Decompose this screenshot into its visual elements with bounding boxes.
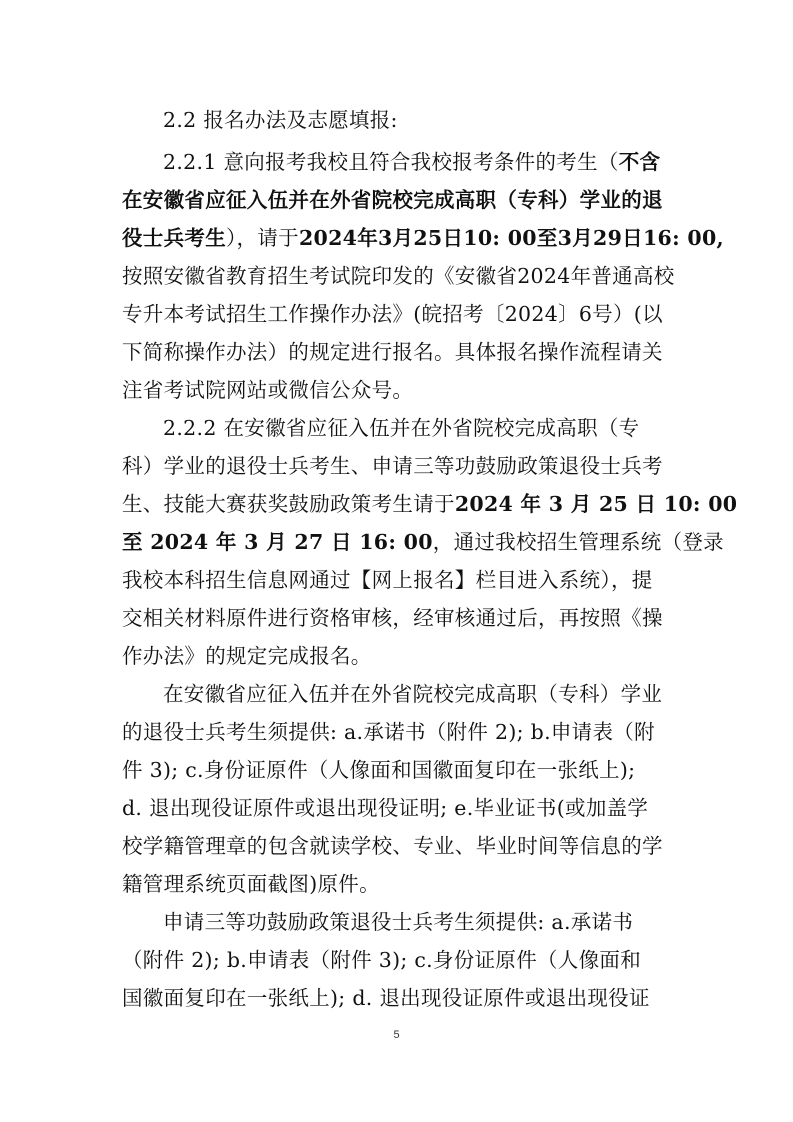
paragraph-line: （附件 2); b.申请表（附件 3); c.身份证原件（人像面和 xyxy=(122,948,641,972)
page-number: 5 xyxy=(393,1029,400,1041)
section-heading: 2.2 报名办法及志愿填报: xyxy=(163,108,398,132)
paragraph-line: 交相关材料原件进行资格审核，经审核通过后，再按照《操 xyxy=(122,606,663,630)
paragraph-line: 在安徽省应征入伍并在外省院校完成高职（专科）学业 xyxy=(163,682,663,706)
paragraph-line: 在安徽省应征入伍并在外省院校完成高职（专科）学业的退 xyxy=(122,188,663,212)
paragraph-line: d. 退出现役证原件或退出现役证明; e.毕业证书(或加盖学 xyxy=(122,796,649,820)
paragraph-line xyxy=(122,528,724,556)
paragraph-line: 科）学业的退役士兵考生、申请三等功鼓励政策退役士兵考 xyxy=(122,454,663,478)
text-run: ），请于 xyxy=(226,226,299,250)
paragraph-line xyxy=(122,224,724,252)
paragraph-line: 申请三等功鼓励政策退役士兵考生须提供: a.承诺书 xyxy=(163,910,634,934)
paragraph-line: 国徽面复印在一张纸上); d. 退出现役证原件或退出现役证 xyxy=(122,986,650,1010)
text-run: 生、技能大赛获奖鼓励政策考生请于 xyxy=(122,492,455,516)
paragraph-line: 2.2.2 在安徽省应征入伍并在外省院校完成高职（专 xyxy=(163,416,640,440)
paragraph-line: 我校本科招生信息网通过【网上报名】栏目进入系统），提 xyxy=(122,568,653,592)
bold-text-run: 2024 年 3 月 25 日 10: 00 xyxy=(454,492,738,516)
paragraph-line: 的退役士兵考生须提供: a.承诺书（附件 2); b.申请表（附 xyxy=(122,720,655,744)
paragraph-line: 校学籍管理章的包含就读学校、专业、毕业时间等信息的学 xyxy=(122,834,663,858)
paragraph-line: 专升本考试招生工作操作办法》(皖招考〔2024〕6号）(以 xyxy=(122,302,663,326)
text-run: 2.2.1 意向报考我校且符合我校报考条件的考生（ xyxy=(163,150,619,174)
bold-text-run: 役士兵考生 xyxy=(122,226,226,250)
paragraph-line xyxy=(163,148,660,176)
paragraph-line: 注省考试院网站或微信公众号。 xyxy=(122,378,414,402)
paragraph-line: 按照安徽省教育招生考试院印发的《安徽省2024年普通高校 xyxy=(122,264,675,288)
paragraph-line: 作办法》的规定完成报名。 xyxy=(122,644,372,668)
paragraph-line: 籍管理系统页面截图)原件。 xyxy=(122,872,380,896)
paragraph-line xyxy=(122,490,737,518)
bold-text-run: 至 2024 年 3 月 27 日 16: 00 xyxy=(122,530,433,554)
bold-text-run: 2024年3月25日10: 00至3月29日16: 00, xyxy=(298,226,724,250)
paragraph-line: 件 3); c.身份证原件（人像面和国徽面复印在一张纸上); xyxy=(122,758,636,782)
paragraph-line: 下简称操作办法）的规定进行报名。具体报名操作流程请关 xyxy=(122,340,663,364)
bold-text-run: 不含 xyxy=(618,150,661,174)
text-run: ，通过我校招生管理系统（登录 xyxy=(432,530,724,554)
